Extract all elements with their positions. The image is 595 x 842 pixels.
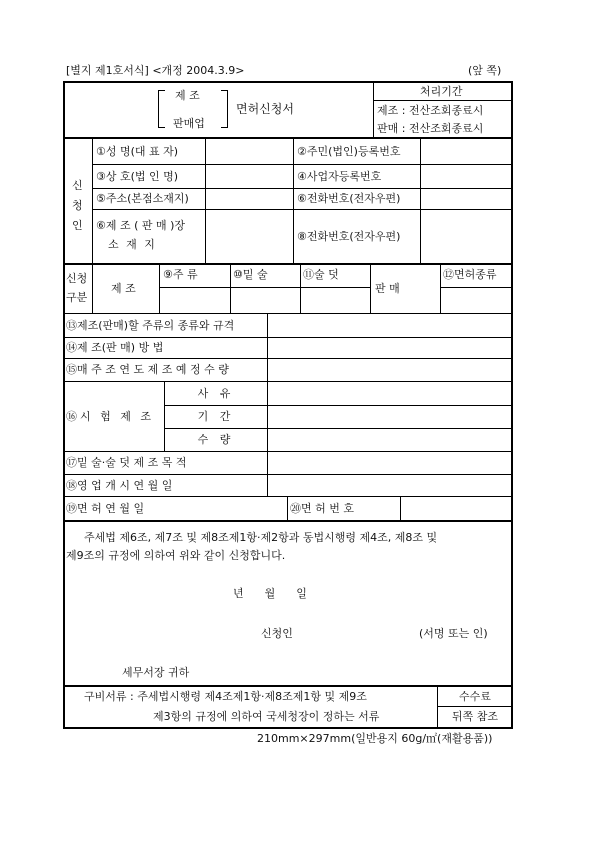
method-field[interactable]: [268, 339, 512, 357]
name-field[interactable]: [206, 139, 292, 163]
category-label-line1: 신청: [66, 272, 88, 285]
form-number: [별지 제1호서식] <개정 2004.3.9>: [66, 64, 245, 77]
signature-label: (서명 또는 인): [419, 627, 488, 640]
statement-line2: 제9조의 규정에 의하여 위와 같이 신청합니다.: [66, 549, 286, 562]
annual-quantity-label: ⑮매 주 조 연 도 제 조 예 정 수 량: [66, 363, 229, 376]
liquor-kinds-label: ⑬제조(판매)할 주류의 종류와 규격: [66, 319, 235, 332]
koji-field[interactable]: [301, 288, 369, 312]
license-number-label: ⑳면 허 번 호: [290, 502, 354, 515]
trial-period-field[interactable]: [268, 406, 512, 427]
applicant-bottom-line: [63, 263, 513, 265]
required-documents-line1: 구비서류 : 주세법시행령 제4조제1항·제8조제1항 및 제9조: [84, 690, 367, 703]
col-line: [287, 496, 288, 520]
annual-quantity-field[interactable]: [268, 359, 512, 380]
required-documents-line2: 제3항의 규정에 의하여 국세청장이 정하는 서류: [153, 710, 380, 723]
site-phone-label: ⑧전화번호(전자우편): [297, 230, 401, 243]
trial-period-label: 기 간: [197, 410, 235, 423]
processing-period-label: 처리기간: [420, 85, 463, 98]
category-koji: ⑪술 덧: [303, 268, 339, 281]
footer-top-line: [63, 685, 513, 687]
site-label-line2: 소 재 지: [108, 238, 157, 251]
row-line: [63, 381, 513, 382]
business-number-field[interactable]: [421, 165, 512, 187]
trial-production-label: ⑯시 험 제 조: [66, 410, 154, 423]
trial-quantity-field[interactable]: [268, 429, 512, 450]
trial-reason-field[interactable]: [268, 383, 512, 404]
resident-number-field[interactable]: [421, 139, 512, 163]
fee-label: 수수료: [459, 690, 491, 703]
page-side-label: (앞 쪽): [468, 64, 502, 77]
license-type-field[interactable]: [441, 288, 512, 312]
title-bracket-left: [158, 90, 165, 128]
address-field[interactable]: [206, 189, 292, 208]
category-label-line2: 구분: [66, 291, 88, 304]
form-title: 면허신청서: [236, 102, 294, 116]
applicant-label-divider: [92, 138, 93, 263]
row-line: [63, 337, 513, 338]
site-phone-field[interactable]: [421, 210, 512, 262]
category-liquor: ⑨주 류: [163, 268, 198, 281]
trade-name-field[interactable]: [206, 165, 292, 187]
processing-manufacture: 제조 : 전산조회종료시: [377, 104, 484, 117]
trial-quantity-label: 수 량: [197, 433, 235, 446]
license-number-field[interactable]: [401, 497, 512, 519]
business-number-label: ④사업자등록번호: [297, 170, 382, 183]
title-divider: [373, 82, 374, 138]
site-label-line1: ⑥제 조 ( 판 매 )장: [96, 219, 186, 232]
resident-number-label: ②주민(법인)등록번호: [297, 145, 401, 158]
license-date-field[interactable]: [268, 497, 286, 519]
site-address-field[interactable]: [206, 210, 292, 262]
category-yeast: ⑩밑 술: [233, 268, 268, 281]
business-start-field[interactable]: [268, 475, 512, 495]
category-license-type: ⑫면허종류: [443, 268, 497, 281]
addressee: 세무서장 귀하: [122, 666, 190, 679]
liquor-field[interactable]: [160, 288, 229, 312]
category-sales: 판 매: [375, 282, 400, 295]
row-line: [63, 313, 513, 314]
phone-field[interactable]: [421, 189, 512, 208]
license-date-label: ⑲면 허 연 월 일: [66, 502, 145, 515]
trade-name-label: ③상 호(법 인 명): [96, 170, 179, 183]
yeast-purpose-field[interactable]: [268, 452, 512, 473]
applicant-sign-label: 신청인: [261, 627, 293, 640]
liquor-kinds-field[interactable]: [268, 315, 512, 336]
details-bottom-line: [63, 520, 513, 522]
yeast-field[interactable]: [231, 288, 299, 312]
row-line: [437, 706, 513, 707]
applicant-section-label: 신 청 인: [72, 179, 83, 232]
address-label: ⑤주소(본점소재지): [96, 192, 189, 205]
col-line: [370, 264, 371, 313]
application-date: 년 월 일: [233, 587, 307, 600]
fee-value: 뒤쪽 참조: [451, 710, 498, 723]
statement-line1: 주세법 제6조, 제7조 및 제8조제1항·제2항과 동법시행령 제4조, 제8조 및: [84, 531, 438, 544]
phone-label: ⑥전화번호(전자우편): [297, 192, 401, 205]
col-line: [92, 264, 93, 313]
business-start-label: ⑱영 업 개 시 연 월 일: [66, 479, 173, 492]
processing-divider: [373, 100, 512, 101]
method-label: ⑭제 조(판 매) 방 법: [66, 341, 164, 354]
title-bracket-right: [221, 90, 228, 128]
category-manufacture: 제 조: [111, 282, 136, 295]
applicant-name-field[interactable]: [300, 622, 410, 642]
col-line: [293, 138, 294, 263]
paper-spec: 210mm×297mm(일반용지 60g/㎡(재활용품)): [257, 732, 493, 745]
trial-reason-label: 사 유: [197, 387, 235, 400]
yeast-purpose-label: ⑰밑 술·술 덧 제 조 목 적: [66, 456, 187, 469]
name-label: ①성 명(대 표 자): [96, 145, 179, 158]
processing-sales: 판매 : 전산조회종료시: [377, 122, 484, 135]
title-type-manufacture: 제 조: [175, 89, 200, 102]
title-type-sales: 판매업: [173, 117, 205, 130]
